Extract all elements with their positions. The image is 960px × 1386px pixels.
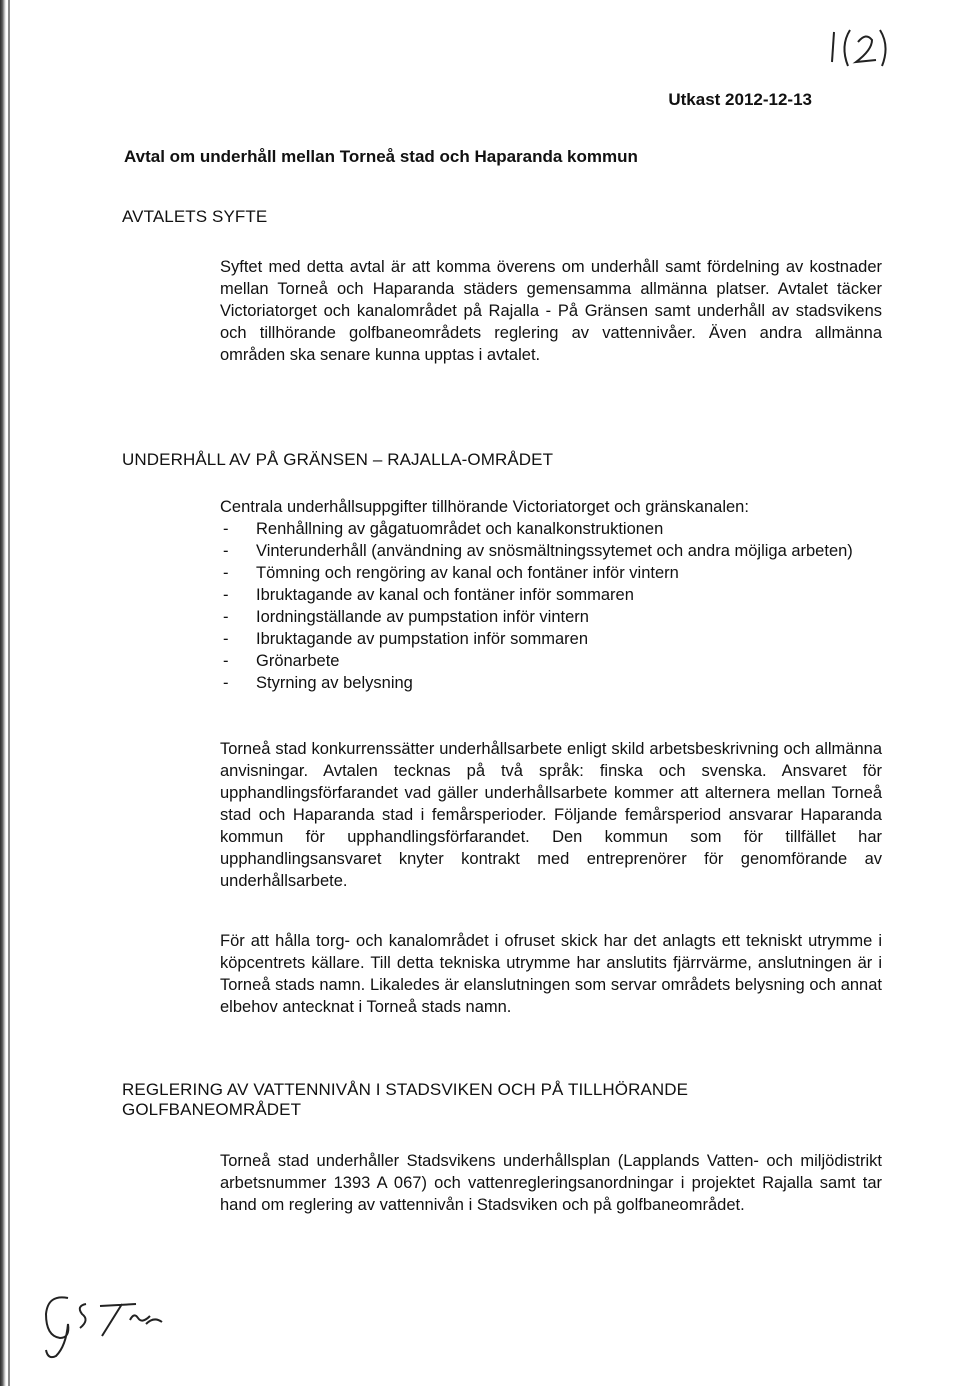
document-title: Avtal om underhåll mellan Torneå stad och Haparanda kommun bbox=[124, 147, 638, 166]
list-item: - Vinterunderhåll (användning av snösmältningssytemet och andra möjliga arbeten) bbox=[223, 542, 853, 560]
list-item: - Iordningställande av pumpstation inför vintern bbox=[223, 608, 589, 626]
section-heading-purpose: AVTALETS SYFTE bbox=[122, 207, 268, 226]
list-item: - Renhållning av gågatuområdet och kanalkonstruktionen bbox=[223, 520, 664, 538]
water-regulation-paragraph: Torneå stad underhåller Stadsvikens underhållsplan (Lapplands Vatten- och miljödistrikt arbetsnummer 1393 A 067) och vattenregleringsanordningar i projektet Rajalla samt tar hand om reglering av vattennivån i Stadsviken och på golfbaneområdet. bbox=[220, 1152, 882, 1214]
purpose-paragraph: Syftet med detta avtal är att komma överens om underhåll samt fördelning av kostnader mellan Torneå och Haparanda städers gemensamma allmänna platser. Avtalet täcker Victoriatorget och kanalområdet på Rajalla - På Gränsen samt underhåll av stadsvikens och tillhörande golfbaneområdets reglering av vattennivåer. Även andra allmänna områden ska senare kunna upptas i avtalet. bbox=[220, 258, 882, 364]
procurement-paragraph: Torneå stad konkurrenssätter underhållsarbete enligt skild arbetsbeskrivning och allmänna anvisningar. Avtalen tecknas på två språk: finska och svenska. Ansvaret för upphandlingsförfarandet vad gäller underhållsarbete kommer att alternera mellan Torneå stad och Haparanda stad i femårsperioder. Följande femårsperiod ansvarar Haparanda kommun för upphandlingsförfarandet. Den kommun som för tillfället har upphandlingsansvaret knyter kontrakt med entreprenörer för genomförande av underhållsarbete. bbox=[220, 740, 882, 890]
draft-date-label: Utkast 2012-12-13 bbox=[668, 90, 812, 109]
heading-line: GOLFBANEOMRÅDET bbox=[122, 1100, 302, 1119]
task-list-intro: Centrala underhållsuppgifter tillhörande Victoriatorget och gränskanalen: bbox=[220, 498, 749, 516]
technical-space-paragraph: För att hålla torg- och kanalområdet i ofruset skick har det anlagts ett tekniskt utrymme i köpcentrets källare. Till detta tekniska utrymme har anslutits fjärrvärme, anslutningen är i Torneå stads namn. Likaledes är elanslutningen som servar områdets belysning och annat elbehov antecknat i Torneå stads namn. bbox=[220, 932, 882, 1016]
list-item: - Ibruktagande av kanal och fontäner inför sommaren bbox=[223, 586, 634, 604]
section-heading-maintenance: UNDERHÅLL AV PÅ GRÄNSEN – RAJALLA-OMRÅDET bbox=[122, 450, 554, 469]
list-item: - Ibruktagande av pumpstation inför sommaren bbox=[223, 630, 589, 648]
list-item: - Tömning och rengöring av kanal och fontäner inför vintern bbox=[223, 564, 679, 582]
list-item: - Styrning av belysning bbox=[223, 674, 413, 692]
scan-line bbox=[8, 0, 10, 1386]
list-item: - Grönarbete bbox=[223, 652, 340, 670]
heading-line: REGLERING AV VATTENNIVÅN I STADSVIKEN OCH PÅ TILLHÖRANDE bbox=[122, 1080, 689, 1099]
handwritten-page-number bbox=[826, 22, 906, 72]
handwritten-initials bbox=[38, 1284, 188, 1364]
maintenance-task-list bbox=[220, 518, 882, 694]
scan-shadow-edge bbox=[0, 0, 6, 1386]
section-heading-water-regulation bbox=[122, 1080, 688, 1120]
